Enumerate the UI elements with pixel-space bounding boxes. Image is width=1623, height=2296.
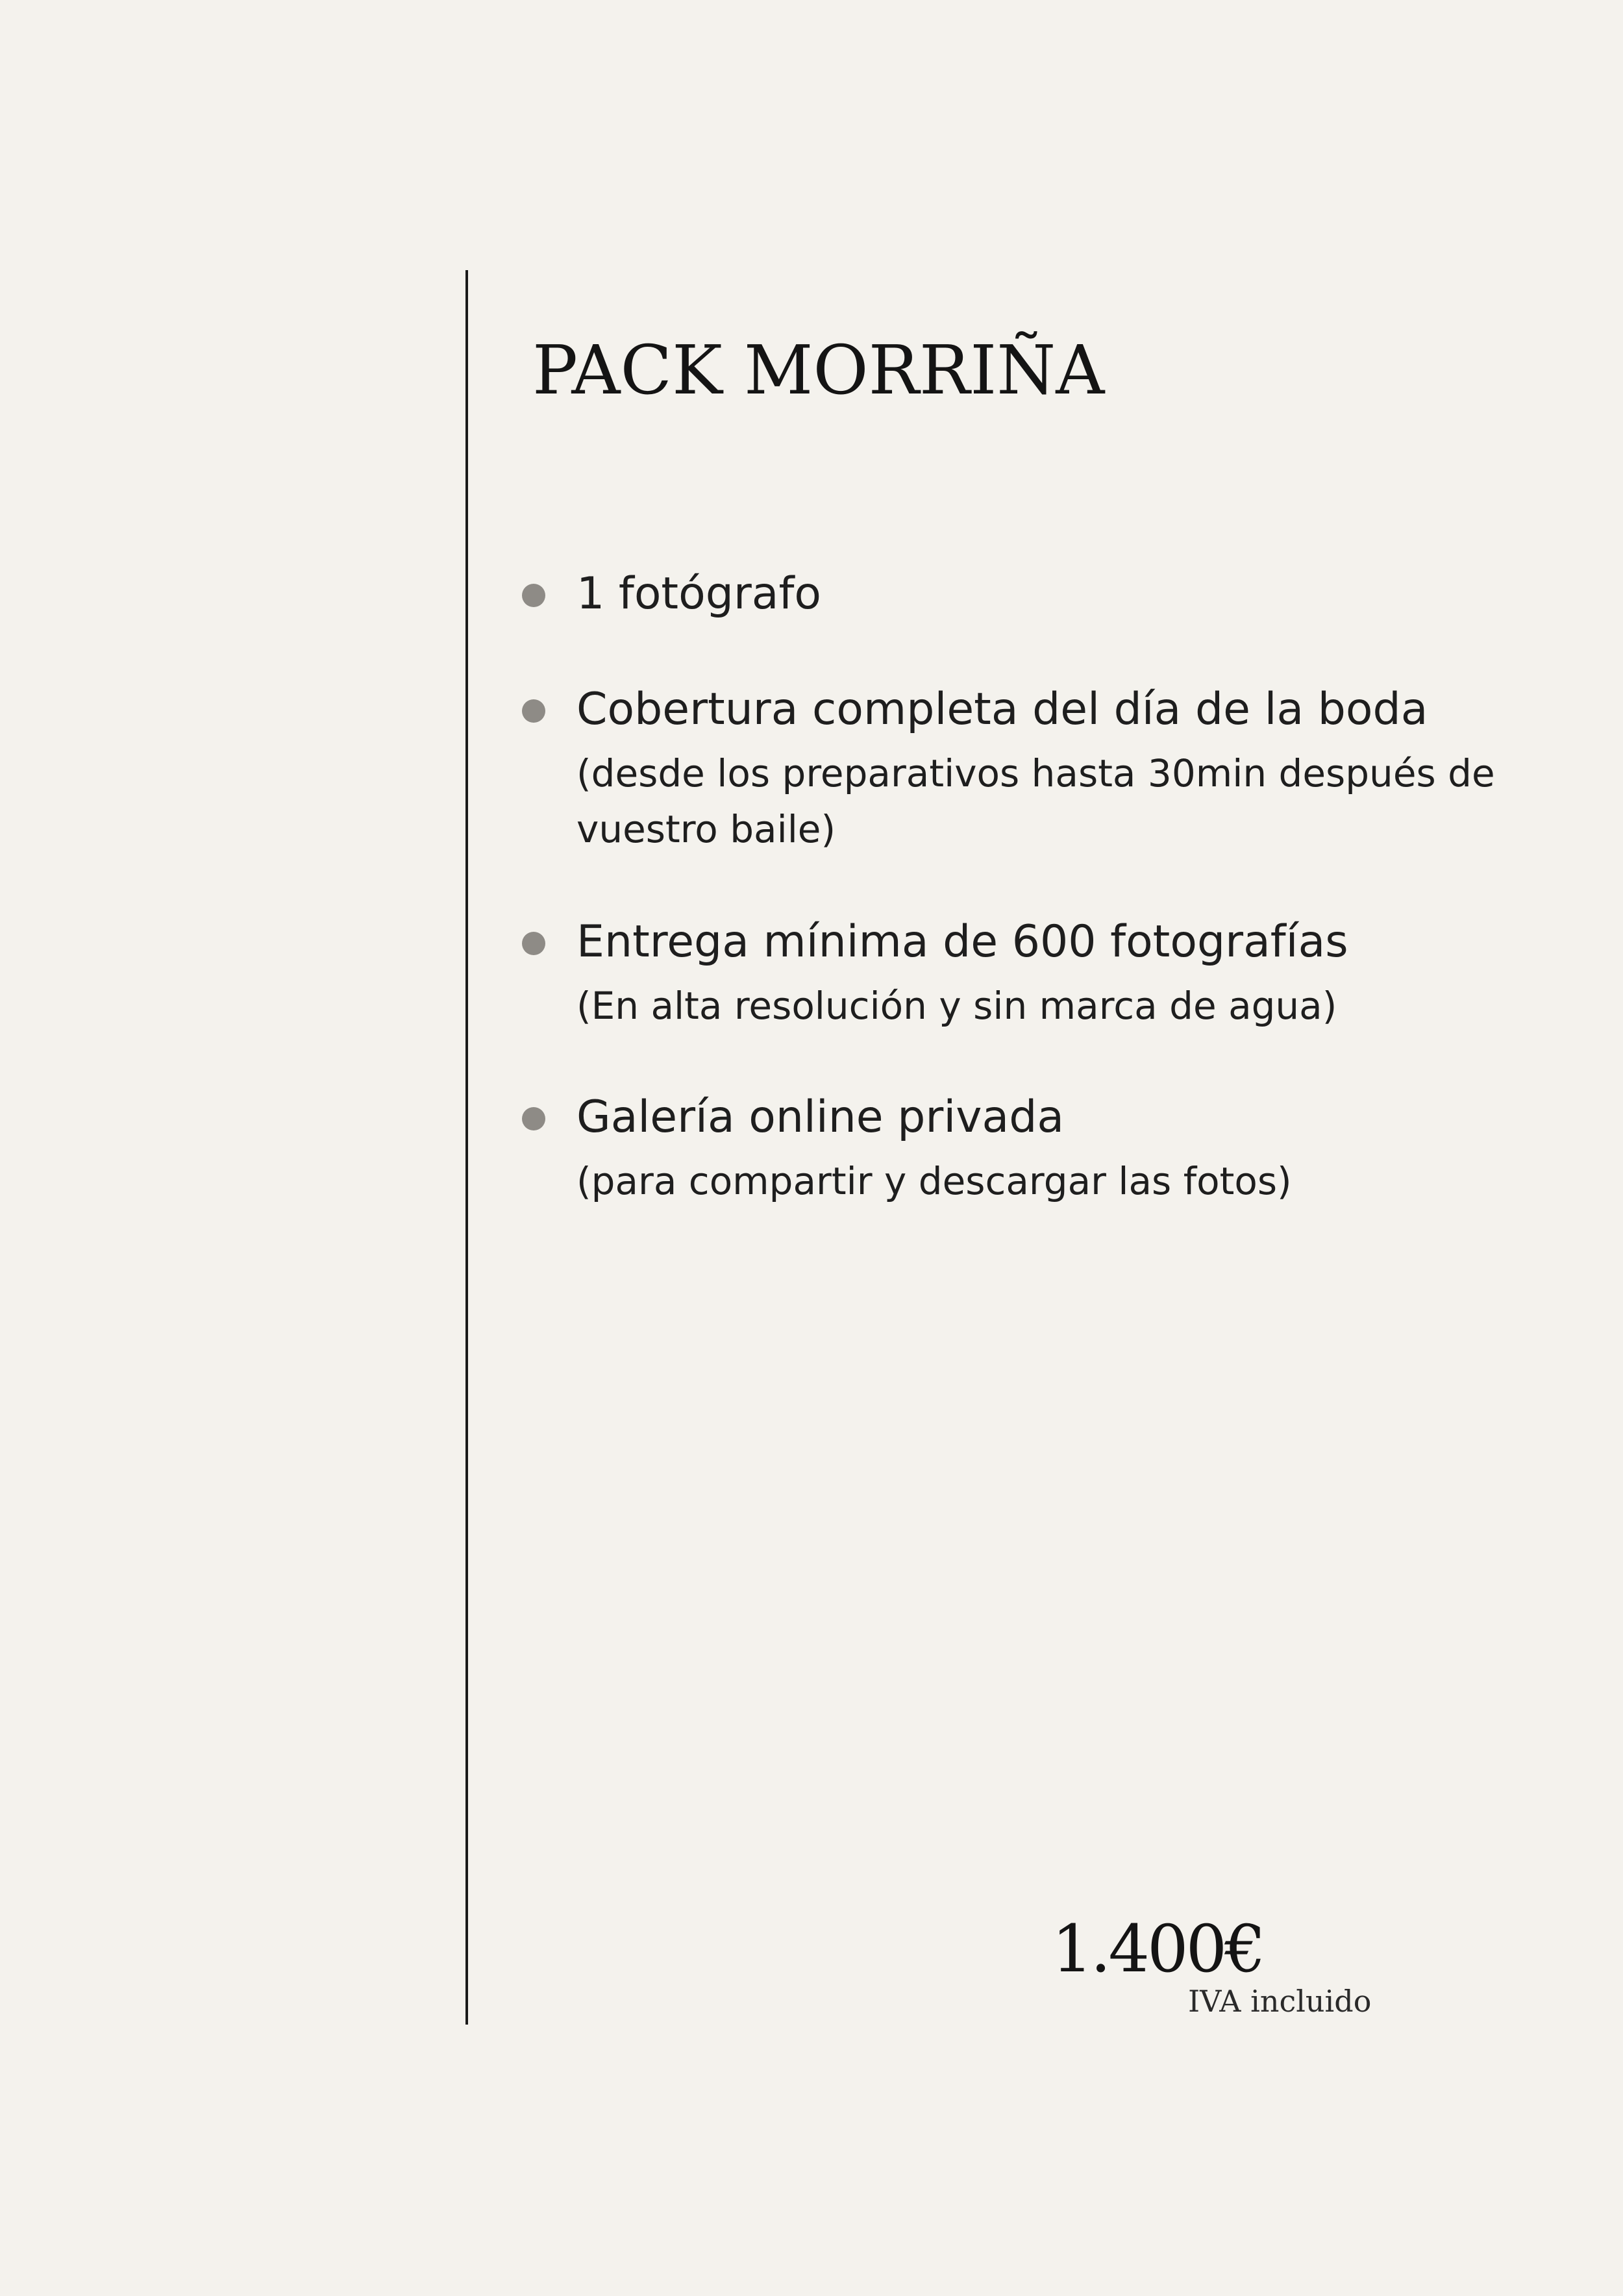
- price-amount: 1.400€: [1052, 1911, 1263, 1987]
- feature-list: [522, 558, 1496, 1209]
- feature-item: [522, 906, 1496, 1034]
- bullet-icon: [522, 699, 545, 723]
- feature-title: Galería online privada: [576, 1092, 1065, 1143]
- bullet-icon: [522, 584, 545, 607]
- price-note: IVA incluido: [1188, 1984, 1372, 2019]
- feature-detail: (desde los preparativos hasta 30min después de vuestro baile): [576, 751, 1495, 851]
- feature-item: [522, 558, 1496, 630]
- feature-detail: (para compartir y descargar las fotos): [576, 1159, 1292, 1203]
- feature-title: Cobertura completa del día de la boda: [576, 684, 1428, 735]
- bullet-icon: [522, 1107, 545, 1130]
- page-title: PACK MORRIÑA: [532, 331, 1105, 410]
- bullet-icon: [522, 932, 545, 955]
- feature-item: [522, 674, 1496, 857]
- feature-title: Entrega mínima de 600 fotografías: [576, 916, 1348, 967]
- feature-detail: (En alta resolución y sin marca de agua): [576, 984, 1337, 1028]
- vertical-divider: [465, 270, 468, 2025]
- feature-item: [522, 1082, 1496, 1209]
- feature-title: 1 fotógrafo: [576, 568, 822, 619]
